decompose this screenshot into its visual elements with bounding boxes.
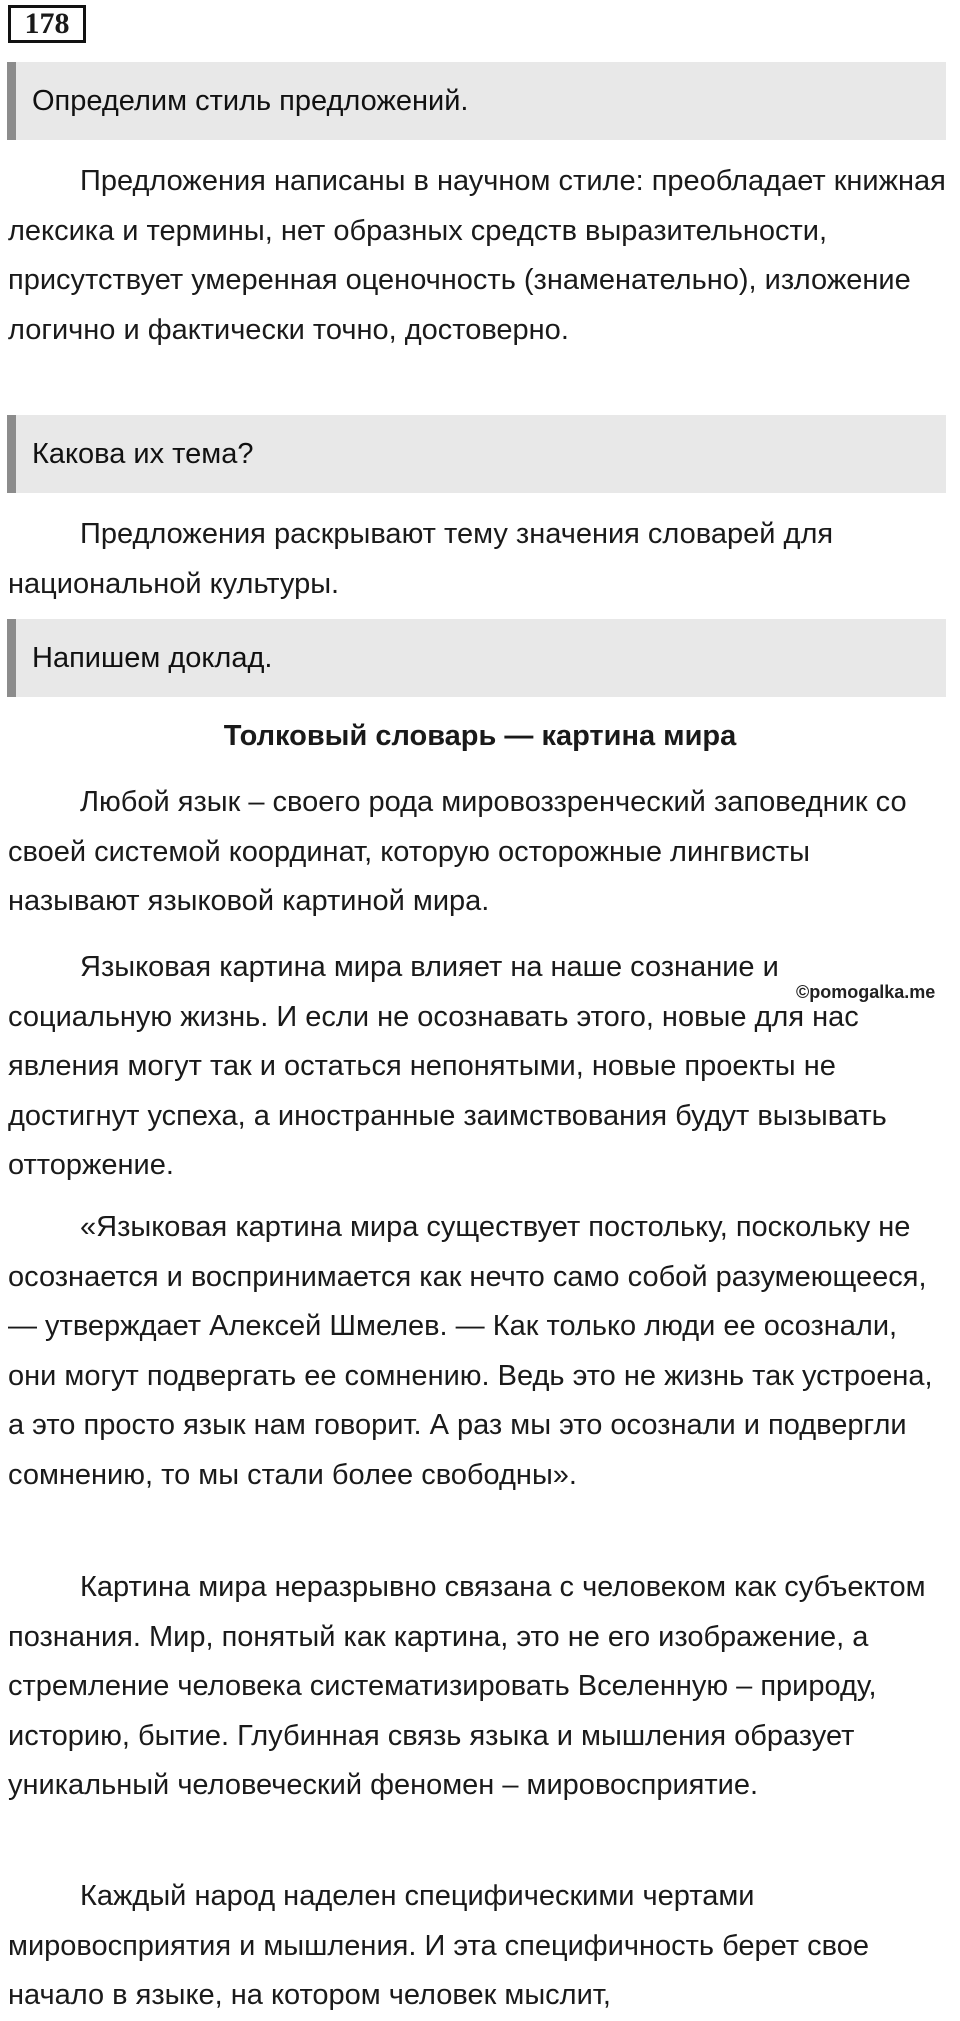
answer-paragraph-style: Предложения написаны в научном стиле: преобладает книжная лексика и термины, нет образных средств выразительности, присутствует умеренная оценочность (знаменательно), изложение логично и фактически точно, достоверно.	[8, 165, 946, 346]
question-block-style	[7, 62, 946, 140]
question-text: Напишем доклад.	[32, 641, 273, 674]
report-paragraph: «Языковая картина мира существует постольку, поскольку не осознается и воспринимается как нечто само собой разумеющееся, — утверждает Алексей Шмелев. — Как только люди ее осознали, они могут подвергать ее сомнению. Ведь это не жизнь так устроена, а это просто язык нам говорит. А раз мы это осознали и подвергли сомнению, то мы стали более свободны».	[8, 1211, 933, 1491]
answer-paragraph-theme: Предложения раскрывают тему значения словарей для национальной культуры.	[8, 518, 834, 600]
report-paragraph: Каждый народ наделен специфическими чертами мировосприятия и мышления. И эта специфичность берет свое начало в языке, на котором человек мыслит,	[8, 1880, 869, 2011]
report-paragraph: Языковая картина мира влияет на наше сознание и социальную жизнь. И если не осознавать этого, новые для нас явления могут так и остаться непонятыми, новые проекты не достигнут успеха, а иностранные заимствования будут вызывать отторжение.	[8, 951, 887, 1181]
watermark: ©pomogalka.me	[796, 982, 936, 1002]
report-title: Толковый словарь — картина мира	[223, 720, 737, 752]
question-text: Определим стиль предложений.	[32, 84, 469, 117]
question-text: Какова их тема?	[32, 437, 254, 470]
question-block-report	[7, 619, 946, 697]
task-number-badge: 178	[8, 5, 86, 43]
report-paragraph: Любой язык – своего рода мировоззренческий заповедник со своей системой координат, которую осторожные лингвисты называют языковой картиной мира.	[8, 786, 907, 917]
report-paragraph: Картина мира неразрывно связана с человеком как субъектом познания. Мир, понятый как картина, это не его изображение, а стремление человека систематизировать Вселенную – природу, историю, бытие. Глубинная связь языка и мышления образует уникальный человеческий феномен – мировосприятие.	[8, 1571, 926, 1801]
question-block-theme	[7, 415, 946, 493]
